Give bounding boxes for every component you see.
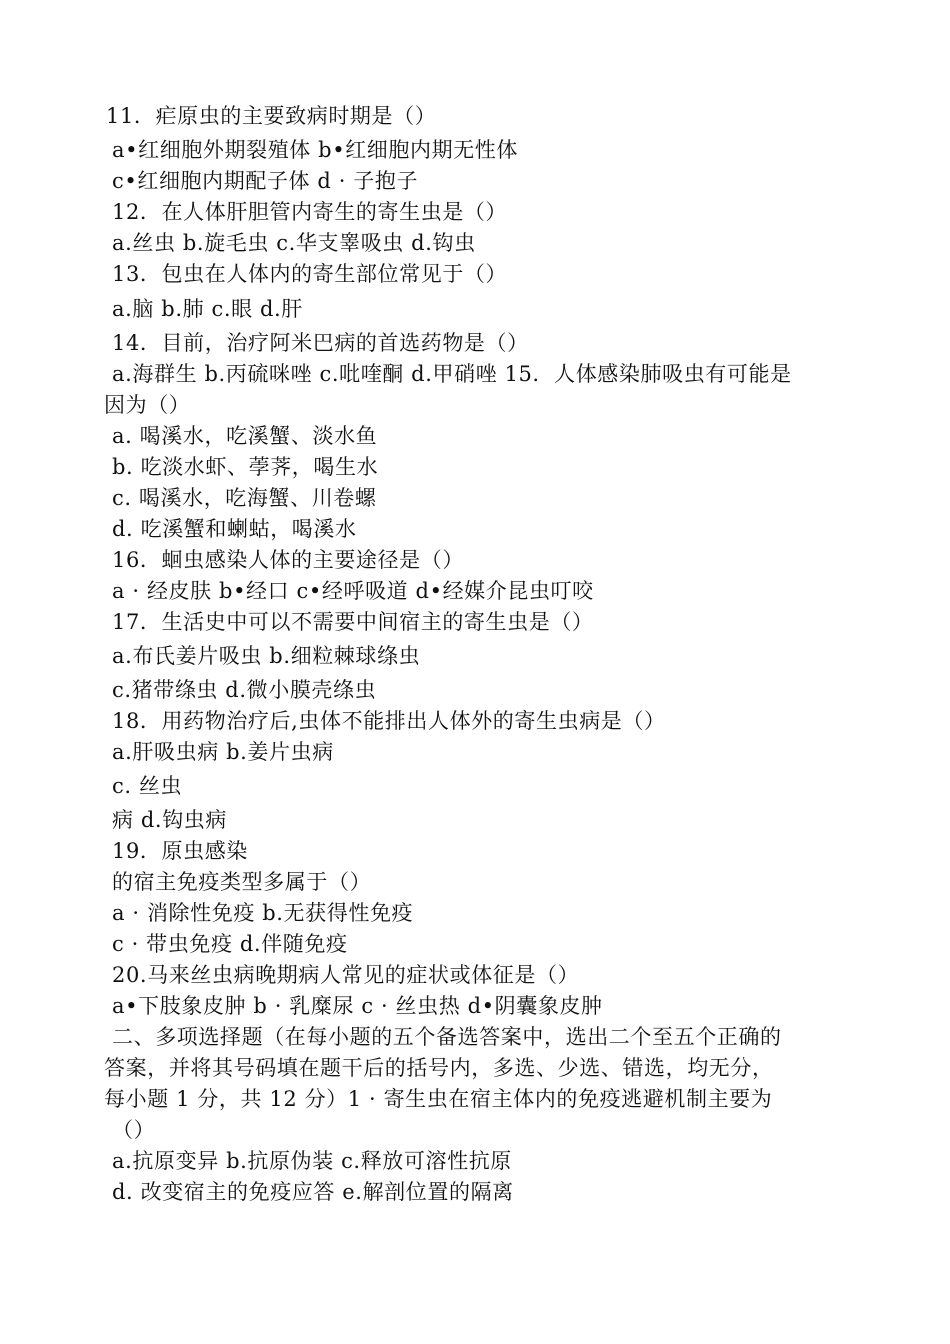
section-2-instructions-and-question-1: 每小题 1 分，共 12 分）1 · 寄生虫在宿主体内的免疫逃避机制主要为 <box>104 1087 773 1111</box>
question-12-options: a.丝虫 b.旋毛虫 c.华支睾吸虫 d.钩虫 <box>112 231 476 255</box>
section-2-heading: 二、多项选择题（在每小题的五个备选答案中，选出二个至五个正确的 <box>112 1025 782 1049</box>
question-15-option-c: c. 喝溪水，吃海蟹、川卷螺 <box>112 486 377 510</box>
question-14: 14．目前，治疗阿米巴病的首选药物是（） <box>112 331 529 355</box>
question-13-options: a.脑 b.肺 c.眼 d.肝 <box>112 297 303 321</box>
question-19-options-ab: a · 消除性免疫 b.无获得性免疫 <box>112 901 414 925</box>
question-14-options-and-question-15: a.海群生 b.丙硫咪唑 c.吡喹酮 d.甲硝唑 15．人体感染肺吸虫有可能是 <box>112 362 792 386</box>
question-19: 19．原虫感染 <box>112 839 248 863</box>
question-1-options-abc: a.抗原变异 b.抗原伪装 c.释放可溶性抗原 <box>112 1149 512 1173</box>
question-15-option-b: b. 吃淡水虾、荸荠，喝生水 <box>112 455 379 479</box>
question-11-options-cd: c•红细胞内期配子体 d · 子抱子 <box>112 169 419 193</box>
question-17-options-ab: a.布氏姜片吸虫 b.细粒棘球绦虫 <box>112 644 421 668</box>
question-11-options-ab: a•红细胞外期裂殖体 b•红细胞内期无性体 <box>112 138 519 162</box>
question-16-options: a · 经皮肤 b•经口 c•经呼吸道 d•经媒介昆虫叮咬 <box>112 579 594 603</box>
question-18-options-ab: a.肝吸虫病 b.姜片虫病 <box>112 740 334 764</box>
question-19-continued: 的宿主免疫类型多属于（） <box>112 870 372 894</box>
question-18-option-d: 病 d.钩虫病 <box>112 808 227 832</box>
question-1-brackets: （） <box>112 1118 156 1142</box>
question-15-option-d: d. 吃溪蟹和蝲蛄，喝溪水 <box>112 517 357 541</box>
question-17: 17．生活史中可以不需要中间宿主的寄生虫是（） <box>112 610 594 634</box>
question-19-options-cd: c · 带虫免疫 d.伴随免疫 <box>112 932 348 956</box>
question-20-options: a•下肢象皮肿 b · 乳糜尿 c · 丝虫热 d•阴囊象皮肿 <box>112 994 603 1018</box>
question-13: 13．包虫在人体内的寄生部位常见于（） <box>112 262 508 286</box>
question-16: 16．蛔虫感染人体的主要途径是（） <box>112 548 464 572</box>
question-17-options-cd: c.猪带绦虫 d.微小膜壳绦虫 <box>112 678 377 702</box>
question-1-options-de: d. 改变宿主的免疫应答 e.解剖位置的隔离 <box>112 1180 514 1204</box>
question-20: 20.马来丝虫病晚期病人常见的症状或体征是（） <box>112 963 580 987</box>
question-18: 18．用药物治疗后,虫体不能排出人体外的寄生虫病是（） <box>112 709 666 733</box>
question-15-continued: 因为（） <box>104 393 191 417</box>
question-11: 11．疟原虫的主要致病时期是（） <box>106 104 437 128</box>
question-18-option-c: c. 丝虫 <box>112 774 183 798</box>
question-15-option-a: a. 喝溪水，吃溪蟹、淡水鱼 <box>112 424 378 448</box>
question-12: 12．在人体肝胆管内寄生的寄生虫是（） <box>112 200 508 224</box>
section-2-instructions: 答案，并将其号码填在题干后的括号内，多选、少选、错选，均无分， <box>104 1056 774 1080</box>
